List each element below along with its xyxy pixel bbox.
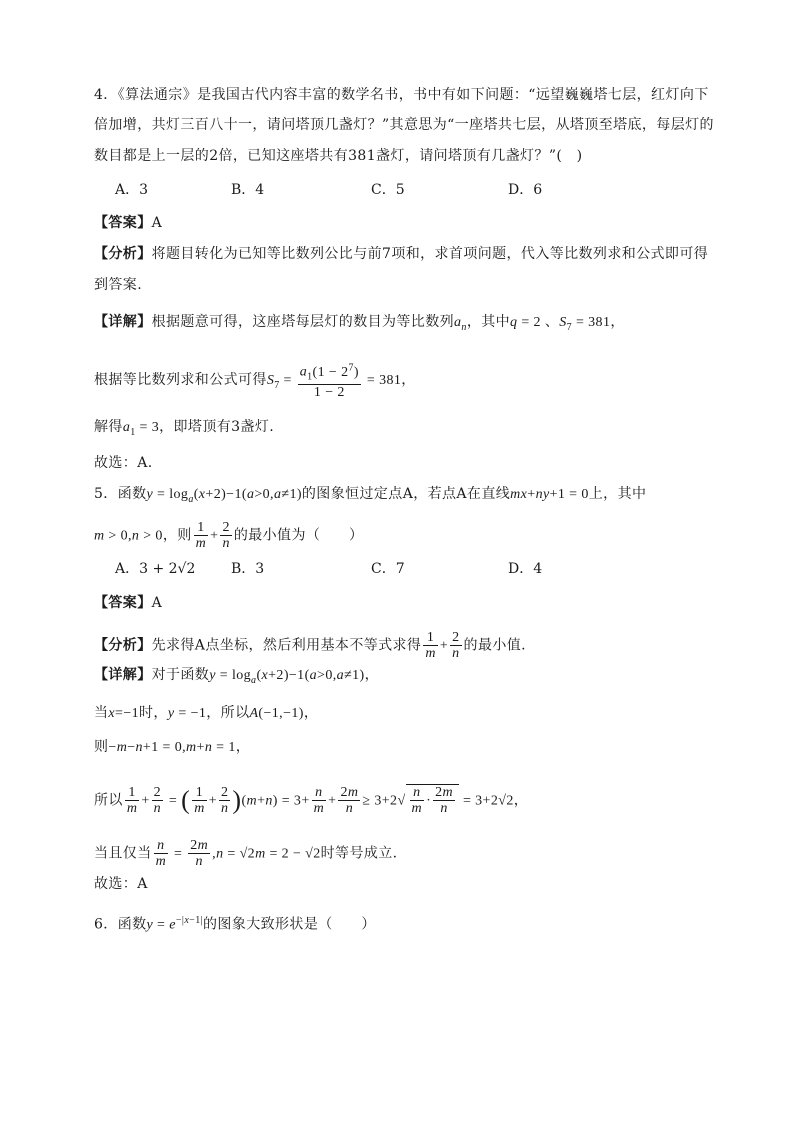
formula-x-value: x	[108, 706, 116, 721]
q5-detail-line-4: 所以 $\frac{1}{m}$ + $\frac{2}{n}$ = ( $\frac{1}{m}$ + $\frac{2}{n}$ )(m+n) = 3+ $\frac{n}{m}$ + $\frac{2m}{n}$ ≥ 3+2√ $\frac{n}{m}$ · $\frac{2m}{n}$ = 3+2√2，	[94, 785, 529, 816]
q5-stem-text-3: 上，其中	[588, 486, 647, 502]
q5-stem-line-1: 5．函数$y = \log_a(x+2)-1(a>0,a\ne 1)$的图象恒过定点A，若点A在直线mx+ny+1 = 0上，其中	[94, 486, 647, 505]
q5-detail-line-2: 当x=−1时，y = −1，所以A(−1,−1)，	[94, 705, 319, 721]
q4-detail-line-1: 【详解】根据题意可得，这座塔每层灯的数目为等比数列$a_n$，其中q = 2 、$S_7 = 381$，	[94, 314, 625, 333]
formula-log-function: y	[146, 487, 154, 502]
formula-s7-sum: S	[266, 373, 275, 389]
answer-value: A	[151, 595, 163, 611]
formula-an: $a_n$	[454, 315, 467, 333]
q6-stem-text: 6．函数	[94, 916, 147, 933]
q5-stem-text-2: 的图象恒过定点A，若点A在直线	[301, 486, 511, 502]
q4-analysis-line-2: 到答案.	[94, 277, 143, 293]
q6-stem: 6．函数$y = e^{-|x-1|}$的图象大致形状是（ ）	[94, 915, 376, 933]
q5-stem-text: 5．函数	[94, 486, 147, 502]
detail-text: 对于函数	[151, 667, 210, 683]
formula-line: mx	[510, 487, 528, 502]
fraction-2-over-n: $\frac{2}{n}$	[452, 630, 460, 661]
fraction-2-over-n: $\frac{2}{n}$	[222, 520, 230, 551]
detail-text-2: 时，	[139, 705, 168, 721]
q4-answer	[94, 213, 162, 233]
q5-choice: 故选：A	[94, 876, 148, 892]
formula-inequality: $\frac{1}{m}$	[126, 785, 138, 816]
q5-option-d: D．4	[508, 561, 543, 577]
q5-stem-line-2: m > 0,n > 0，则 $\frac{1}{m}$ + $\frac{2}{n}$ 的最小值为（ ）	[94, 520, 364, 551]
detail-text: 根据等比数列求和公式可得	[94, 372, 267, 389]
answer-tag: 【答案】	[94, 595, 152, 611]
q4-analysis-line-1	[94, 244, 708, 264]
fraction-1-over-m: $\frac{1}{m}$	[195, 520, 207, 551]
analysis-text: 将题目转化为已知等比数列公比与前7项和，求首项问题，代入等比数列求和公式即可得	[151, 246, 709, 262]
q4-option-c: C．5	[371, 182, 405, 198]
q4-option-a: A．3	[115, 182, 149, 198]
q4-detail-line-2: 根据等比数列求和公式可得$S_7$ = $\frac{a_1(1 - 2^7)}{1 - 2}$ = 381，	[94, 362, 416, 401]
q4-stem-line-2: 倍加增，共灯三百八十一，请问塔顶几盏灯？”其意思为“一座塔共七层，从塔顶至塔底，每层灯的	[94, 117, 714, 133]
detail-tag: 【详解】	[94, 667, 152, 683]
detail-text: 解得	[94, 419, 123, 435]
answer-tag: 【答案】	[94, 215, 152, 231]
q5-detail-line-5: 当且仅当 $\frac{n}{m}$ = $\frac{2m}{n}$ ,n = √2m = 2 − √2时等号成立.	[94, 838, 398, 869]
detail-text: 根据题意可得，这座塔每层灯的数目为等比数列	[151, 314, 455, 330]
analysis-text: 先求得A点坐标，然后利用基本不等式求得	[151, 637, 422, 654]
analysis-tag: 【分析】	[94, 637, 152, 654]
formula-y-value: y	[167, 706, 175, 721]
formula-q-s7: q	[510, 315, 518, 330]
detail-text: 则	[94, 739, 109, 755]
q4-option-b: B．4	[231, 182, 265, 198]
detail-text-2: ，其中	[466, 314, 511, 330]
q5-option-b: B．3	[231, 561, 265, 577]
q4-detail-line-3: 解得$a_1 = 3$，即塔顶有3盏灯.	[94, 419, 275, 438]
detail-text-2: ，即塔顶有3盏灯.	[159, 419, 275, 435]
q5-detail-line-3: 则−m−n+1 = 0,m+n = 1，	[94, 739, 251, 755]
q5-stem-text-4: ，则	[162, 527, 192, 544]
q5-option-c: C．7	[371, 561, 405, 577]
formula-conditions: m	[94, 528, 105, 544]
q5-detail-line-1: 【详解】对于函数$y = \log_a(x+2)-1(a>0,a\ne 1)$，	[94, 667, 380, 686]
q5-option-a: A．3 + 2√2	[115, 561, 196, 577]
detail-text: 当且仅当	[94, 845, 152, 862]
detail-text: 当	[94, 705, 109, 721]
formula-point-a: A	[249, 706, 259, 721]
detail-text-2: 时等号成立.	[320, 845, 398, 862]
q6-stem-text-2: 的图象大致形状是（ ）	[203, 916, 376, 933]
formula-a1: a	[122, 420, 131, 435]
detail-tag: 【详解】	[94, 314, 152, 330]
fraction-1-over-m: $\frac{1}{m}$	[425, 630, 436, 661]
fraction-sum: $\frac{a_1(1 - 2^7)}{1 - 2}$	[299, 362, 359, 401]
q5-stem-text-5: 的最小值为（ ）	[233, 527, 364, 544]
detail-text: 所以	[94, 792, 123, 809]
formula-exp-function: y	[146, 917, 154, 933]
q5-answer	[94, 593, 162, 613]
q4-option-d: D．6	[508, 182, 543, 198]
formula-equality-condition: $\frac{n}{m}$	[155, 838, 167, 869]
q4-stem-line-3: 数目都是上一层的2倍，已知这座塔共有381盏灯，请问塔顶有几盏灯？”( )	[94, 148, 583, 164]
q4-choice: 故选：A.	[94, 455, 153, 471]
q4-stem-line-1: 4．《算法通宗》是我国古代内容丰富的数学名书，书中有如下问题：“远望巍巍塔七层，红灯向下	[94, 87, 709, 103]
analysis-text-2: 的最小值.	[463, 637, 526, 654]
analysis-tag: 【分析】	[94, 246, 152, 262]
q5-analysis: 【分析】先求得A点坐标，然后利用基本不等式求得 $\frac{1}{m}$ + $\frac{2}{n}$ 的最小值.	[94, 630, 526, 661]
detail-text-3: ，所以	[206, 705, 250, 721]
answer-value: A	[151, 215, 163, 231]
formula-m-plus-n: −	[108, 740, 117, 755]
formula-log-function: y	[209, 668, 216, 683]
